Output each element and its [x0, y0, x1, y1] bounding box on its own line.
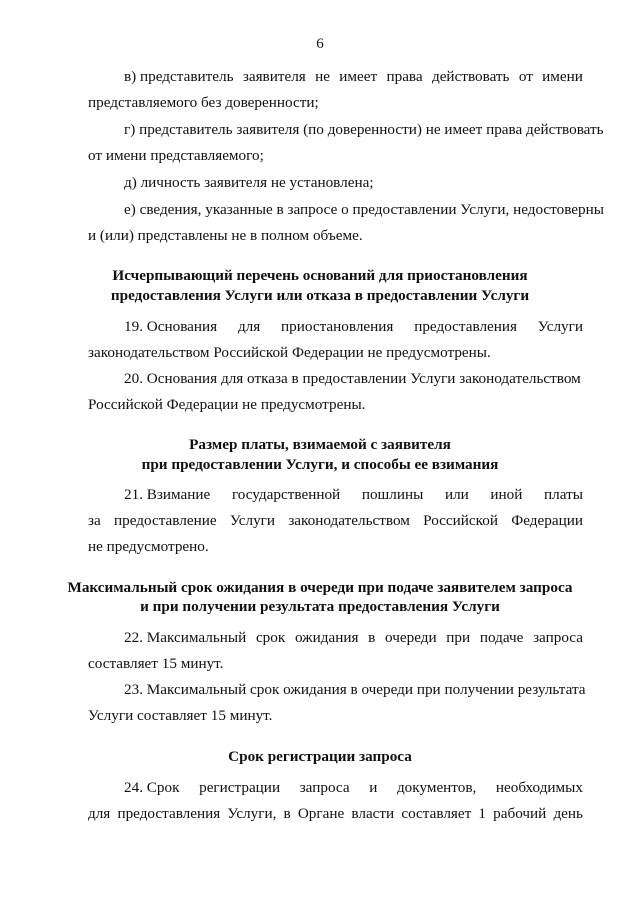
word: запроса: [299, 779, 350, 796]
word: рабочий: [493, 805, 547, 822]
word: от: [518, 68, 533, 85]
paragraph-v-line-1: [124, 68, 583, 86]
word: при: [446, 629, 471, 646]
word: для: [237, 318, 261, 335]
word: власти: [351, 805, 395, 822]
word: подаче: [479, 629, 524, 646]
word: приостановления: [281, 318, 394, 335]
word: Органе: [297, 805, 345, 822]
paragraph-d: д) личность заявителя не установлена;: [124, 174, 374, 191]
word: Услуги: [537, 318, 583, 335]
paragraph-e-line-2: и (или) представлены не в полном объеме.: [88, 227, 363, 244]
section-heading-2-line-1: Размер платы, взимаемой с заявителя: [189, 436, 451, 453]
section-heading-1-line-1: Исчерпывающий перечень оснований для приостановления: [112, 267, 528, 284]
word: предоставление: [114, 512, 217, 529]
word: запроса: [533, 629, 583, 646]
word: очереди: [385, 629, 437, 646]
section-heading-3-line-1: Максимальный срок ожидания в очереди при подаче заявителем запроса: [67, 579, 573, 596]
section-heading-1-line-2: предоставления Услуги или отказа в предоставлении Услуги: [110, 287, 530, 304]
paragraph-g-line-1: г) представитель заявителя (по доверенности) не имеет права действовать: [124, 121, 604, 138]
word: регистрации: [199, 779, 281, 796]
word: государственной: [231, 486, 341, 503]
paragraph-20-line-1: 20. Основания для отказа в предоставлении Услуги законодательством: [124, 370, 581, 387]
word: 22. Максимальный: [124, 629, 247, 646]
word: Федерации: [511, 512, 583, 529]
word: 19. Основания: [124, 318, 218, 335]
paragraph-20-line-2: Российской Федерации не предусмотрены.: [88, 396, 366, 413]
paragraph-21-line-3: не предусмотрено.: [88, 538, 209, 555]
word: документов,: [396, 779, 477, 796]
word: платы: [544, 486, 583, 503]
word: пошлины: [361, 486, 424, 503]
paragraph-19-line-1: [124, 318, 583, 336]
section-heading-4: Срок регистрации запроса: [228, 748, 412, 765]
word: в: [283, 805, 291, 822]
word: не: [315, 68, 330, 85]
word: Услуги: [229, 512, 276, 529]
paragraph-21-line-2: [88, 512, 583, 530]
word: права: [386, 68, 423, 85]
paragraph-e-line-1: е) сведения, указанные в запросе о предоставлении Услуги, недостоверны: [124, 201, 604, 218]
page-number: 6: [316, 36, 324, 52]
word: 1: [478, 805, 486, 822]
paragraph-19-line-2: законодательством Российской Федерации не предусмотрены.: [88, 344, 491, 361]
paragraph-24-line-2: [88, 805, 583, 823]
word: составляет: [401, 805, 472, 822]
word: 24. Срок: [124, 779, 180, 796]
paragraph-21-line-1: [124, 486, 583, 504]
word: и: [369, 779, 378, 796]
paragraph-23-line-2: Услуги составляет 15 минут.: [88, 707, 273, 724]
word: за: [88, 512, 101, 529]
paragraph-23-line-1: 23. Максимальный срок ожидания в очереди при получении результата: [124, 681, 586, 698]
word: срок: [255, 629, 286, 646]
word: предоставления: [414, 318, 518, 335]
word: Российской: [423, 512, 498, 529]
word: имени: [542, 68, 583, 85]
word: в: [368, 629, 376, 646]
paragraph-22-line-1: [124, 629, 583, 647]
word: для: [88, 805, 111, 822]
paragraph-24-line-1: [124, 779, 583, 797]
paragraph-v-line-2: представляемого без доверенности;: [88, 94, 319, 111]
word: иной: [490, 486, 523, 503]
word: законодательством: [288, 512, 410, 529]
word: день: [553, 805, 583, 822]
section-heading-3-line-2: и при получении результата предоставления Услуги: [140, 598, 500, 615]
paragraph-22-line-2: составляет 15 минут.: [88, 655, 224, 672]
word: в) представитель: [124, 68, 234, 85]
word: или: [444, 486, 469, 503]
paragraph-g-line-2: от имени представляемого;: [88, 147, 264, 164]
word: Услуги,: [227, 805, 277, 822]
word: ожидания: [294, 629, 359, 646]
word: имеет: [339, 68, 378, 85]
word: 21. Взимание: [124, 486, 211, 503]
word: необходимых: [495, 779, 583, 796]
section-heading-2-line-2: при предоставлении Услуги, и способы ее взимания: [141, 456, 499, 473]
word: заявителя: [242, 68, 306, 85]
word: предоставления: [117, 805, 221, 822]
word: действовать: [431, 68, 510, 85]
